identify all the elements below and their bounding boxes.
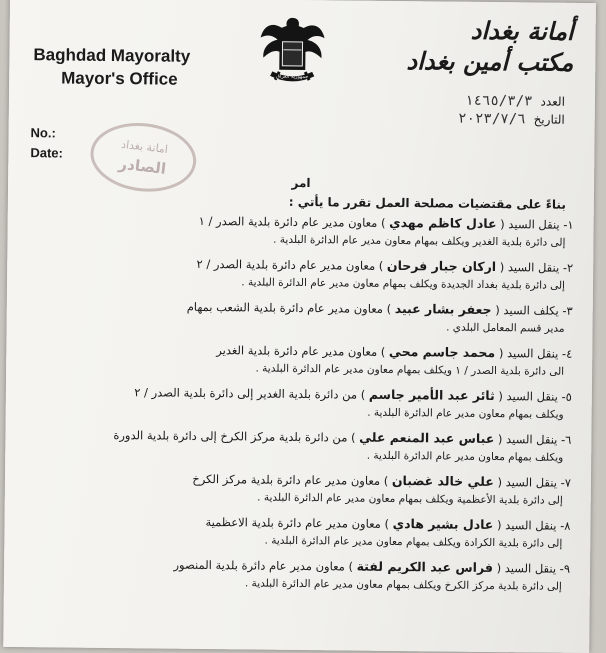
en-number-date-labels bbox=[30, 123, 63, 163]
number-row bbox=[458, 92, 565, 111]
arabic-letterhead bbox=[406, 15, 573, 77]
ar-title-line1: أمانة بغداد bbox=[470, 15, 574, 46]
en-title-line1: Baghdad Mayoralty bbox=[33, 45, 191, 66]
order-item: ٨- ينقل السيد ( عادل بشير هادي ) معاون مدير عام دائرة بلدية الاعظمية إلى دائرة بلدية الكرادة ويكلف بمهام معاون مدير عام الدائرة البلدية . bbox=[205, 515, 571, 550]
person-name: ثائر عبد الأمير جاسم bbox=[368, 386, 495, 404]
person-name: اركان جبار فرحان bbox=[386, 257, 497, 275]
person-name: علي خالد غضبان bbox=[391, 472, 494, 490]
ar-title-line2: مكتب أمين بغداد bbox=[406, 46, 574, 77]
date-value: ٢٠٢٣/٧/٦ bbox=[458, 110, 526, 128]
no-label: No.: bbox=[30, 125, 56, 141]
order-item: ٦- ينقل السيد ( عباس عبد المنعم علي ) من دائرة بلدية مركز الكرخ إلى دائرة بلدية الدورة ويكلف بمهام معاون مدير عام الدائرة البلدية . bbox=[113, 428, 572, 464]
iraq-eagle-emblem-icon bbox=[257, 12, 328, 95]
stamp-line1: امانة بغداد bbox=[120, 137, 169, 156]
number-value: ١٤٦٥/٣/٣ bbox=[465, 92, 533, 110]
order-item: ٣- يكلف السيد ( جعفر بشار عبيد ) معاون مدير عام دائرة بلدية الشعب بمهام مدير قسم المعامل البلدي . bbox=[186, 299, 573, 335]
person-name: فراس عبد الكريم لفتة bbox=[356, 558, 494, 576]
order-item: ٢- ينقل السيد ( اركان جبار فرحان ) معاون مدير عام دائرة بلدية الصدر / ٢ إلى دائرة بلدية بغداد الجديدة ويكلف بمهام معاون مدير عام الدائرة البلدية . bbox=[196, 256, 574, 292]
order-intro: بناءً على مقتضيات مصلحة العمل تقرر ما يأتي : bbox=[288, 194, 566, 212]
document-page bbox=[3, 0, 596, 653]
emblem-caption: جمهورية العراق bbox=[276, 73, 309, 81]
order-items bbox=[20, 209, 574, 602]
person-name: جعفر بشار عبيد bbox=[394, 300, 492, 317]
person-name: محمد جاسم محي bbox=[388, 343, 496, 361]
english-letterhead bbox=[33, 43, 190, 91]
date-label-en: Date: bbox=[30, 145, 63, 161]
person-name: عادل كاظم مهدي bbox=[389, 214, 497, 232]
person-name: عادل بشير هادي bbox=[392, 515, 494, 533]
date-row bbox=[458, 110, 565, 129]
en-title-line2: Mayor's Office bbox=[61, 68, 178, 89]
date-label-ar: التاريخ bbox=[533, 112, 565, 127]
order-item: ٤- ينقل السيد ( محمد جاسم محي ) معاون مدير عام دائرة بلدية الغدير الى دائرة بلدية الصدر / ١ ويكلف بمهام معاون مدير عام الدائرة البلدية . bbox=[216, 343, 573, 378]
reference-block bbox=[458, 92, 565, 129]
order-item: ٧- ينقل السيد ( علي خالد غضبان ) معاون مدير عام دائرة بلدية مركز الكرخ إلى دائرة بلدية الأعظمية ويكلف بمهام معاون مدير عام الدائرة البلدية . bbox=[192, 471, 572, 507]
order-item: ٩- ينقل السيد ( فراس عبد الكريم لفتة ) معاون مدير عام دائرة بلدية المنصور إلى دائرة بلدية مركز الكرخ ويكلف بمهام معاون مدير عام الدائرة البلدية . bbox=[173, 557, 571, 593]
order-item: ١- ينقل السيد ( عادل كاظم مهدي ) معاون مدير عام دائرة بلدية الصدر / ١ إلى دائرة بلدية الغدير ويكلف بمهام معاون مدير عام الدائرة البلدية . bbox=[198, 213, 574, 249]
number-label: العدد bbox=[540, 94, 566, 109]
order-title: امر bbox=[291, 175, 311, 191]
person-name: عباس عبد المنعم علي bbox=[359, 429, 495, 447]
order-item: ٥- ينقل السيد ( ثائر عبد الأمير جاسم ) من دائرة بلدية الغدير إلى دائرة بلدية الصدر / ٢ ويكلف بمهام معاون مدير عام الدائرة البلدية . bbox=[134, 385, 572, 421]
stamp-line2: الصادر bbox=[117, 154, 168, 178]
